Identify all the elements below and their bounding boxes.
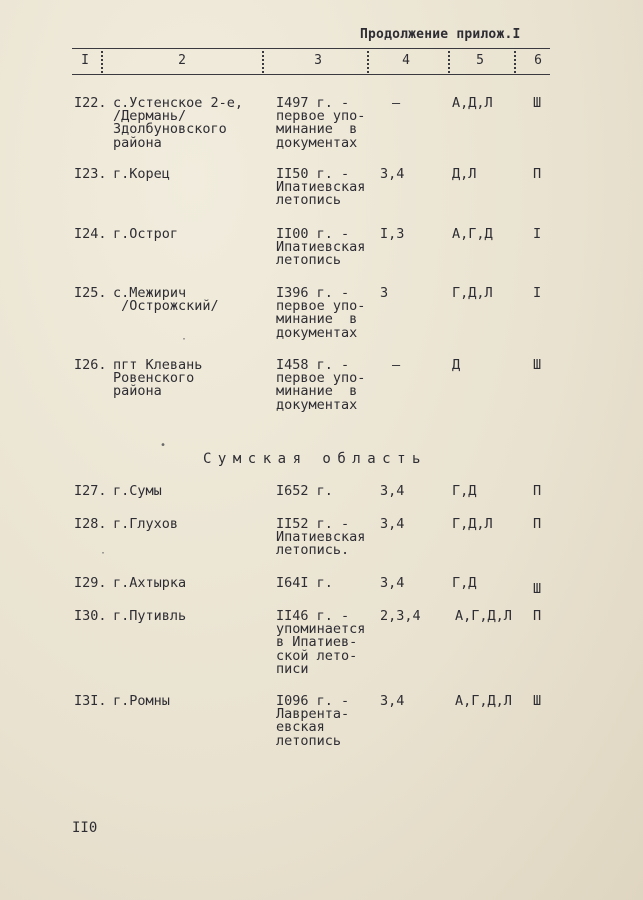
settlement-name: г.Ахтырка	[113, 575, 187, 591]
column-6-value: П	[533, 483, 542, 499]
row-number: I27.	[74, 483, 107, 499]
page-number: II0	[72, 820, 98, 836]
first-mention: II52 г. - Ипатиевская летопись.	[276, 516, 366, 559]
column-4-value: –	[392, 357, 401, 373]
settlement-name: г.Сумы	[113, 483, 162, 499]
column-header-5: 5	[476, 53, 484, 68]
row-number: I30.	[74, 608, 107, 624]
column-header-2: 2	[178, 53, 186, 68]
settlement-name: г.Корец	[113, 166, 170, 182]
first-mention: I497 г. - первое упо- минание в документах	[276, 95, 366, 151]
first-mention: I64I г.	[276, 575, 333, 591]
region-section-heading: Сумская область	[203, 451, 427, 467]
settlement-name: г.Глухов	[113, 516, 179, 532]
first-mention: I096 г. - Лаврента- евская летопись	[276, 693, 350, 749]
column-4-value: 3,4	[380, 575, 405, 591]
column-4-value: –	[392, 95, 401, 111]
column-header-4: 4	[402, 53, 410, 68]
table-header-rule	[72, 74, 550, 75]
column-5-value: А,Г,Д,Л	[455, 693, 512, 709]
row-number: I25.	[74, 285, 107, 301]
column-6-value: П	[533, 516, 542, 532]
table-top-rule	[72, 48, 550, 49]
ink-speck: ·	[181, 334, 188, 345]
column-separator	[101, 51, 103, 73]
first-mention: I458 г. - первое упо- минание в документах	[276, 357, 366, 413]
column-separator	[262, 51, 264, 73]
settlement-name: пгт Клевань Ровенского района	[113, 357, 203, 400]
column-4-value: 3,4	[380, 483, 405, 499]
column-5-value: Г,Д	[452, 483, 477, 499]
column-6-value: I	[533, 226, 542, 242]
row-number: I26.	[74, 357, 107, 373]
column-6-value: I	[533, 285, 542, 301]
column-6-value: Ш	[533, 357, 542, 373]
column-4-value: I,3	[380, 226, 405, 242]
column-4-value: 3,4	[380, 516, 405, 532]
column-5-value: Г,Д	[452, 575, 477, 591]
appendix-continuation-title: Продолжение прилож.I	[360, 27, 521, 42]
ink-speck: ·	[100, 548, 107, 559]
row-number: I24.	[74, 226, 107, 242]
column-6-value: Ш	[533, 581, 542, 597]
column-separator	[514, 51, 516, 73]
column-5-value: А,Г,Д,Л	[455, 608, 512, 624]
column-header-3: 3	[314, 53, 322, 68]
column-5-value: А,Д,Л	[452, 95, 493, 111]
column-5-value: Д,Л	[452, 166, 477, 182]
row-number: I29.	[74, 575, 107, 591]
column-separator	[367, 51, 369, 73]
column-5-value: Г,Д,Л	[452, 516, 493, 532]
ink-speck: •	[160, 440, 167, 451]
row-number: I28.	[74, 516, 107, 532]
row-number: I23.	[74, 166, 107, 182]
column-6-value: П	[533, 166, 542, 182]
settlement-name: г.Острог	[113, 226, 179, 242]
first-mention: II00 г. - Ипатиевская летопись	[276, 226, 366, 269]
column-4-value: 2,3,4	[380, 608, 421, 624]
column-6-value: П	[533, 608, 542, 624]
row-number: I22.	[74, 95, 107, 111]
column-6-value: Ш	[533, 95, 542, 111]
column-separator	[448, 51, 450, 73]
row-number: I3I.	[74, 693, 107, 709]
first-mention: II46 г. - упоминается в Ипатиев- ской лето- писи	[276, 608, 366, 677]
column-4-value: 3,4	[380, 166, 405, 182]
settlement-name: с.Межирич /Острожский/	[113, 285, 219, 315]
column-header-1: I	[81, 53, 89, 68]
settlement-name: г.Путивль	[113, 608, 187, 624]
settlement-name: с.Устенское 2-е, /Дермань/ Здолбуновского района	[113, 95, 244, 151]
column-5-value: Д	[452, 357, 461, 373]
column-header-6: 6	[534, 53, 542, 68]
settlement-name: г.Ромны	[113, 693, 170, 709]
column-4-value: 3,4	[380, 693, 405, 709]
column-5-value: Г,Д,Л	[452, 285, 493, 301]
column-6-value: Ш	[533, 693, 542, 709]
column-4-value: 3	[380, 285, 389, 301]
first-mention: II50 г. - Ипатиевская летопись	[276, 166, 366, 209]
column-5-value: А,Г,Д	[452, 226, 493, 242]
first-mention: I396 г. - первое упо- минание в документах	[276, 285, 366, 341]
first-mention: I652 г.	[276, 483, 333, 499]
